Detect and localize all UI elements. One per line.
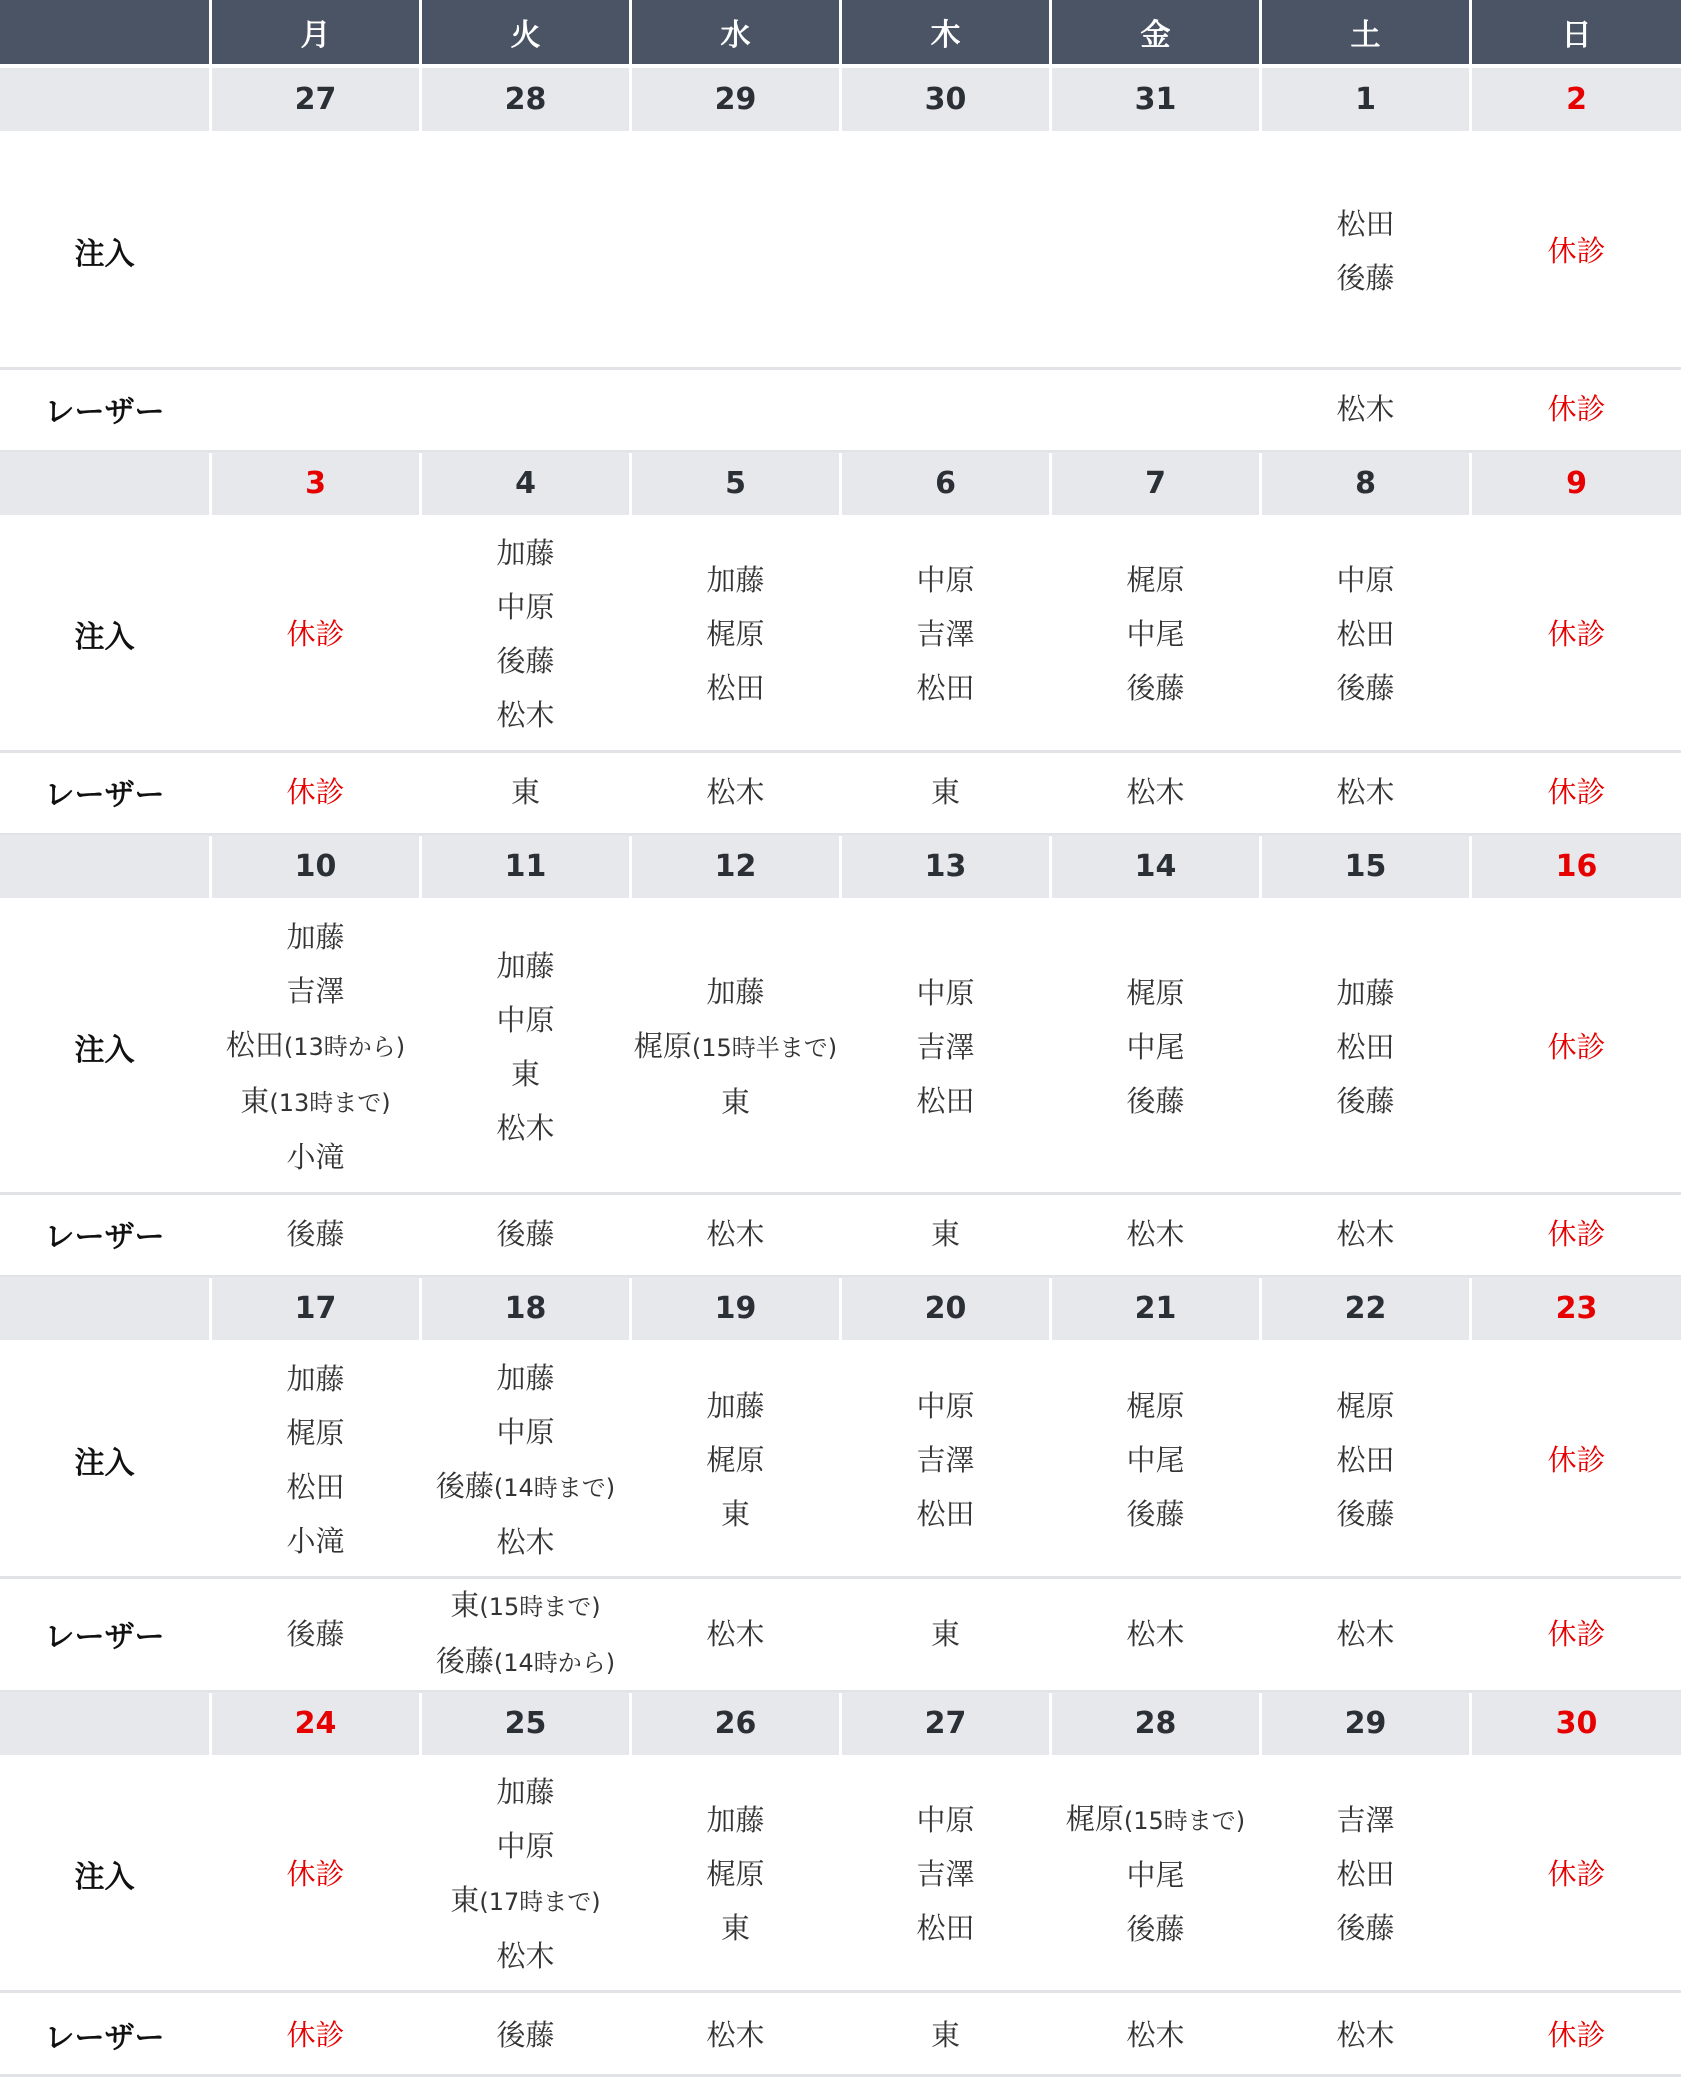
staff-name: 加藤 [496,1360,555,1395]
time-note: (15時まで) [1123,1807,1246,1835]
weekday-header: 金 [1052,0,1259,64]
weekday-header: 日 [1472,0,1681,64]
staff-name: 後藤 [496,2018,555,2052]
staff-name: 松木 [1336,2018,1395,2052]
staff-name: 梶原 [1126,563,1185,597]
laser-cell [1262,1579,1469,1688]
staff-name: 加藤 [706,563,765,597]
staff-name: 梶原 [706,617,765,651]
laser-cell [422,1195,629,1272]
injection-row-label: 注入 [74,236,135,272]
date-cell: 13 [842,835,1049,898]
laser-cell [842,1579,1049,1688]
date-cell: 2 [1472,68,1681,131]
injection-cell [212,901,419,1192]
staff-name: 後藤(14時まで) [435,1468,616,1503]
staff-name: 東 [510,774,540,809]
staff-name: 後藤 [286,1616,345,1651]
staff-name: 加藤 [286,1361,345,1396]
staff-name: 松木 [706,2018,765,2052]
staff-name: 中原 [916,1803,975,1837]
injection-cell [1472,1758,1681,1990]
staff-name: 後藤 [1336,1083,1395,1118]
laser-cell [632,753,839,830]
closed-label: 休診 [1547,1216,1606,1251]
closed-label: 休診 [1547,617,1606,651]
date-cell: 19 [632,1277,839,1340]
injection-cell [1472,518,1681,750]
date-cell: 5 [632,452,839,515]
staff-name: 後藤 [1336,671,1395,705]
staff-name: 東 [930,1616,960,1651]
staff-name: 中原 [916,1388,975,1423]
staff-name: 後藤 [1336,1911,1395,1945]
time-note: (13時から) [283,1032,406,1061]
date-cell: 24 [212,1692,419,1755]
laser-cell [212,1195,419,1272]
laser-cell [212,1993,419,2077]
injection-cell [1262,1343,1469,1576]
staff-name: 中尾 [1126,1442,1185,1477]
staff-name: 吉澤 [916,617,975,651]
injection-cell [632,1343,839,1576]
date-cell: 22 [1262,1277,1469,1340]
laser-cell [1262,1195,1469,1272]
laser-cell [1472,1579,1681,1688]
staff-name: 中原 [916,563,975,597]
injection-cell [842,134,1049,367]
staff-name: 松田 [916,671,975,705]
staff-name: 後藤 [1126,1083,1185,1118]
staff-name: 中原 [496,1829,555,1863]
staff-name: 松田 [706,671,765,705]
staff-name: 松木 [706,774,765,809]
date-cell: 28 [422,68,629,131]
staff-name: 松木 [1336,774,1395,809]
staff-name: 加藤 [496,948,555,983]
closed-label: 休診 [1547,1616,1606,1651]
laser-row-label: レーザー [44,394,165,430]
laser-cell [1052,1579,1259,1688]
injection-cell [842,518,1049,750]
injection-cell [1052,518,1259,750]
laser-cell [212,1579,419,1688]
staff-name: 中尾 [1126,617,1185,651]
date-cell: 28 [1052,1692,1259,1755]
time-note: (14時から) [493,1648,616,1677]
time-note: (14時まで) [493,1473,616,1502]
date-row-blank-cell [0,835,209,898]
staff-name: 中原 [496,1414,555,1449]
weekday-header: 水 [632,0,839,64]
time-note: (15時半まで) [691,1033,838,1062]
closed-label: 休診 [1547,1442,1606,1477]
staff-name: 後藤 [1126,1496,1185,1531]
date-cell: 6 [842,452,1049,515]
date-cell: 3 [212,452,419,515]
laser-cell [632,1195,839,1272]
staff-name: 梶原(15時半まで) [633,1028,838,1063]
staff-name: 松田 [1336,1442,1395,1477]
injection-cell [632,134,839,367]
injection-cell [212,1758,419,1990]
staff-name: 松木 [1336,1216,1395,1251]
date-cell: 23 [1472,1277,1681,1340]
header-blank-cell [0,0,209,64]
closed-label: 休診 [1547,2018,1606,2052]
closed-label: 休診 [286,774,345,809]
laser-cell [1052,1993,1259,2077]
injection-cell [1262,1758,1469,1990]
staff-name: 松木 [706,1216,765,1251]
injection-cell [212,134,419,367]
staff-name: 後藤(14時から) [435,1643,616,1678]
staff-name: 松木 [1126,1616,1185,1651]
laser-cell [1472,753,1681,830]
date-cell: 17 [212,1277,419,1340]
date-cell: 30 [842,68,1049,131]
closed-label: 休診 [286,2018,345,2052]
date-cell: 12 [632,835,839,898]
laser-row-label: レーザー [44,1619,165,1655]
staff-name: 加藤 [706,974,765,1009]
staff-name: 後藤 [496,1216,555,1251]
staff-name: 梶原 [706,1857,765,1891]
injection-cell [632,1758,839,1990]
laser-cell [212,753,419,830]
injection-cell [842,901,1049,1192]
staff-name: 梶原 [1126,1388,1185,1423]
staff-name: 東 [720,1084,750,1119]
staff-name: 松木 [1336,391,1395,426]
staff-name: 松木 [496,1939,555,1973]
injection-row-label: 注入 [74,620,135,655]
staff-name: 東 [930,774,960,809]
staff-name: 松木 [496,698,555,732]
staff-name: 加藤 [286,919,345,954]
staff-name: 中原 [496,1002,555,1037]
staff-name: 梶原 [1126,975,1185,1010]
injection-cell [1262,901,1469,1192]
laser-cell [1052,753,1259,830]
staff-name: 後藤 [1126,671,1185,705]
staff-name: 後藤 [1126,1912,1185,1946]
date-cell: 11 [422,835,629,898]
laser-cell [632,1993,839,2077]
staff-name: 梶原 [1336,1388,1395,1423]
staff-name: 中原 [916,975,975,1010]
staff-name: 松田 [1336,206,1395,241]
date-cell: 27 [212,68,419,131]
laser-cell [1472,370,1681,447]
staff-name: 松木 [1336,1616,1395,1651]
closed-label: 休診 [1547,774,1606,809]
staff-name: 後藤 [1336,260,1395,295]
staff-name: 松木 [1126,2018,1185,2052]
staff-name: 東 [720,1496,750,1531]
staff-name: 東 [930,2018,960,2052]
date-cell: 14 [1052,835,1259,898]
date-cell: 15 [1262,835,1469,898]
injection-cell [1052,1758,1259,1990]
staff-name: 小滝 [286,1139,345,1174]
closed-label: 休診 [1547,391,1606,426]
injection-cell [1472,901,1681,1192]
injection-cell [422,1758,629,1990]
weekday-header: 土 [1262,0,1469,64]
laser-cell [422,1993,629,2077]
date-cell: 7 [1052,452,1259,515]
laser-row-label: レーザー [44,777,165,813]
injection-cell [1052,901,1259,1192]
laser-cell [842,753,1049,830]
date-cell: 4 [422,452,629,515]
date-cell: 20 [842,1277,1049,1340]
laser-cell [1262,1993,1469,2077]
injection-row-label: 注入 [74,1445,135,1481]
injection-cell [422,1343,629,1576]
laser-cell [632,370,839,447]
date-cell: 29 [1262,1692,1469,1755]
date-row-blank-cell [0,1277,209,1340]
laser-cell [842,1195,1049,1272]
staff-name: 松田 [1336,1029,1395,1064]
date-cell: 27 [842,1692,1049,1755]
date-cell: 25 [422,1692,629,1755]
staff-name: 加藤 [706,1803,765,1837]
laser-cell [632,1579,839,1688]
laser-cell [1472,1195,1681,1272]
staff-name: 梶原 [286,1415,345,1450]
staff-name: 後藤 [1336,1496,1395,1531]
staff-name: 中原 [496,590,555,624]
date-cell: 29 [632,68,839,131]
laser-cell [842,370,1049,447]
injection-cell [1472,134,1681,367]
staff-name: 中尾 [1126,1029,1185,1064]
staff-name: 吉澤 [286,973,345,1008]
staff-name: 松木 [496,1110,555,1145]
staff-name: 松木 [706,1616,765,1651]
laser-cell [422,753,629,830]
laser-cell [422,370,629,447]
injection-cell [1472,1343,1681,1576]
date-cell: 8 [1262,452,1469,515]
staff-name: 吉澤 [916,1857,975,1891]
injection-cell [1262,134,1469,367]
staff-name: 東 [930,1216,960,1251]
staff-name: 加藤 [706,1388,765,1423]
laser-cell [842,1993,1049,2077]
laser-cell [422,1579,629,1688]
date-cell: 16 [1472,835,1681,898]
laser-cell [1262,370,1469,447]
time-note: (15時まで) [479,1592,601,1621]
staff-name: 梶原(15時まで) [1065,1802,1246,1836]
injection-cell [1262,518,1469,750]
staff-name: 吉澤 [916,1442,975,1477]
date-row-blank-cell [0,1692,209,1755]
injection-cell [212,1343,419,1576]
staff-name: 松田 [1336,1857,1395,1891]
laser-cell [1052,370,1259,447]
staff-name: 後藤 [286,1216,345,1251]
weekday-header: 木 [842,0,1049,64]
staff-name: 松田 [286,1469,345,1504]
weekday-header: 火 [422,0,629,64]
staff-name: 松木 [1126,774,1185,809]
injection-cell [212,518,419,750]
staff-name: 加藤 [496,536,555,570]
staff-name: 松田(13時から) [225,1027,406,1062]
time-note: (13時まで) [269,1088,391,1117]
staff-name: 中尾 [1126,1858,1185,1892]
staff-name: 梶原 [706,1442,765,1477]
injection-cell [632,518,839,750]
injection-cell [1052,1343,1259,1576]
laser-row-label: レーザー [44,2021,165,2056]
laser-row-label: レーザー [44,1219,165,1255]
staff-name: 東(15時まで) [450,1587,601,1622]
closed-label: 休診 [286,617,345,651]
date-row-blank-cell [0,68,209,131]
date-cell: 10 [212,835,419,898]
closed-label: 休診 [286,1857,345,1891]
date-cell: 9 [1472,452,1681,515]
injection-cell [632,901,839,1192]
staff-name: 吉澤 [916,1029,975,1064]
staff-name: 東(13時まで) [240,1083,391,1118]
laser-cell [1052,1195,1259,1272]
staff-name: 東 [510,1056,540,1091]
date-cell: 26 [632,1692,839,1755]
closed-label: 休診 [1547,1029,1606,1064]
staff-name: 松田 [916,1083,975,1118]
injection-cell [422,518,629,750]
laser-cell [212,370,419,447]
staff-name: 松木 [496,1524,555,1559]
staff-name: 小滝 [286,1523,345,1558]
injection-cell [842,1343,1049,1576]
staff-name: 中原 [1336,563,1395,597]
staff-name: 東(17時まで) [450,1883,601,1917]
date-cell: 21 [1052,1277,1259,1340]
staff-name: 松田 [1336,617,1395,651]
injection-row-label: 注入 [74,1032,135,1068]
injection-cell [422,901,629,1192]
weekday-header: 月 [212,0,419,64]
date-row-blank-cell [0,452,209,515]
staff-name: 後藤 [496,644,555,678]
staff-name: 松田 [916,1496,975,1531]
injection-cell [1052,134,1259,367]
date-cell: 30 [1472,1692,1681,1755]
injection-cell [842,1758,1049,1990]
date-cell: 31 [1052,68,1259,131]
injection-row-label: 注入 [74,1860,135,1895]
laser-cell [1472,1993,1681,2077]
staff-name: 加藤 [1336,975,1395,1010]
closed-label: 休診 [1547,233,1606,268]
staff-name: 加藤 [496,1775,555,1809]
injection-cell [422,134,629,367]
laser-cell [1262,753,1469,830]
time-note: (17時まで) [479,1888,601,1916]
staff-name: 東 [720,1911,750,1945]
staff-name: 吉澤 [1336,1803,1395,1837]
staff-name: 松木 [1126,1216,1185,1251]
closed-label: 休診 [1547,1857,1606,1891]
staff-name: 松田 [916,1911,975,1945]
date-cell: 1 [1262,68,1469,131]
date-cell: 18 [422,1277,629,1340]
